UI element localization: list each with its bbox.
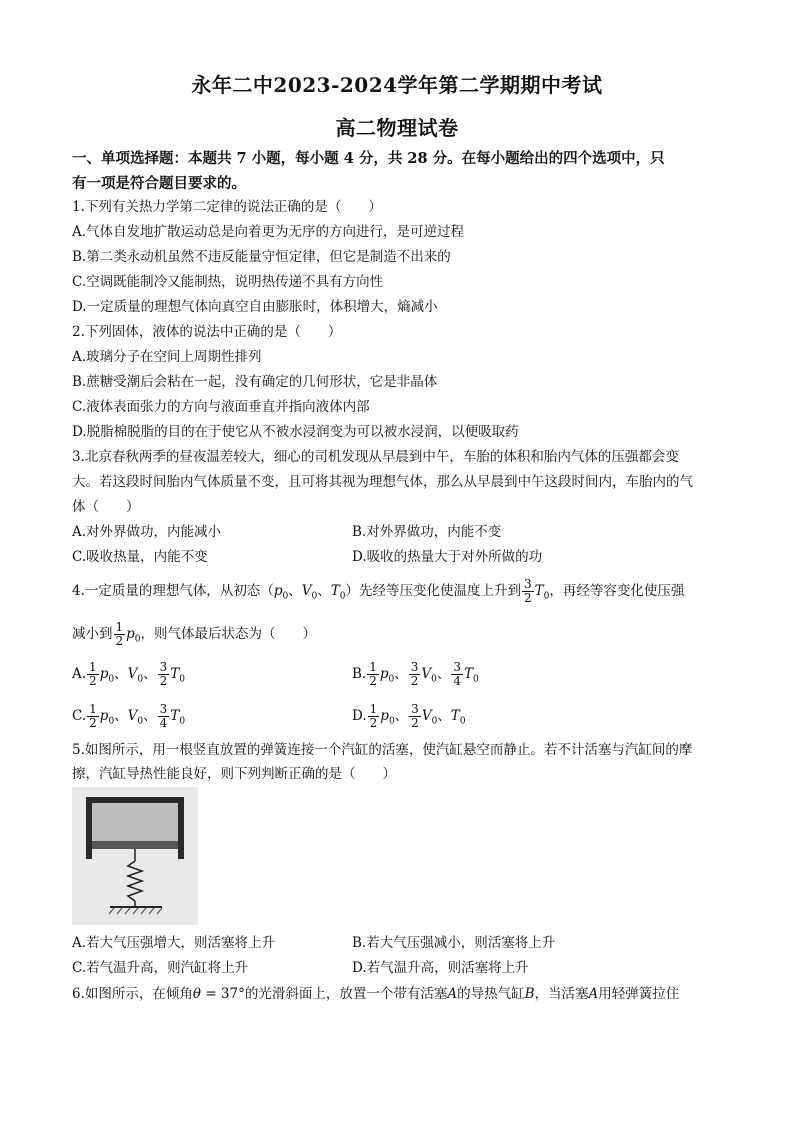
fraction-1-2: $\frac{1}{2}$ xyxy=(115,620,124,648)
section-heading-line1: 一、单项选择题：本题共 7 小题，每小题 4 分，共 28 分。在每小题给出的四个选项中，只 xyxy=(72,150,665,167)
fraction-3-2: $\frac{3}{2}$ xyxy=(524,577,532,605)
q5-option-a: A.若大气压强增大，则活塞将上升 xyxy=(72,935,276,951)
q4-option-c: C. $\frac{1}{2}$ $p_0$、$V_0$、 $\frac{3}{4}$ $T_0$ xyxy=(72,702,186,730)
q5-stem-line2: 擦，汽缸导热性能良好，则下列判断正确的是（ ） xyxy=(72,766,396,782)
q3-option-b: B.对外界做功，内能不变 xyxy=(352,524,502,540)
cylinder-left-wall xyxy=(86,797,92,859)
q4-option-d: D. $\frac{1}{2}$ $p_0$、 $\frac{3}{2}$ $V_0$、$T_0$ xyxy=(352,702,466,730)
q5-option-b: B.若大气压强减小，则活塞将上升 xyxy=(352,935,556,951)
spring xyxy=(128,861,142,901)
q4-stem-line2: 减小到 $\frac{1}{2}$ $p_0$，则气体最后状态为（ ） xyxy=(72,620,317,648)
q1-option-c: C.空调既能制冷又能制热，说明热传递不具有方向性 xyxy=(72,274,384,290)
q5-option-c: C.若气温升高，则汽缸将上升 xyxy=(72,960,249,976)
piston xyxy=(92,841,178,849)
q2-option-b: B.蔗糖受潮后会粘在一起，没有确定的几何形状，它是非晶体 xyxy=(72,374,438,390)
section-heading-line2: 有一项是符合题目要求的。 xyxy=(72,175,246,192)
q2-option-c: C.液体表面张力的方向与液面垂直并指向液体内部 xyxy=(72,399,370,415)
gas-region xyxy=(92,803,178,843)
q4-option-a: A. $\frac{1}{2}$ $p_0$、$V_0$、 $\frac{3}{2}$ $T_0$ xyxy=(72,660,185,688)
q3-option-a: A.对外界做功，内能减小 xyxy=(72,524,222,540)
q1-option-d: D.一定质量的理想气体向真空自由膨胀时，体积增大，熵减小 xyxy=(72,299,438,315)
q3-option-d: D.吸收的热量大于对外所做的功 xyxy=(352,549,543,565)
q1-option-b: B.第二类永动机虽然不违反能量守恒定律，但它是制造不出来的 xyxy=(72,249,451,265)
q1-option-a: A.气体自发地扩散运动总是向着更为无序的方向进行，是可逆过程 xyxy=(72,224,465,240)
q1-stem: 1.下列有关热力学第二定律的说法正确的是（ ） xyxy=(72,199,382,215)
q4-stem-line1: 4.一定质量的理想气体，从初态（$p_0$、$V_0$、$T_0$）先经等压变化使温度上升到 $\frac{3}{2}$ $T_0$，再经等容变化使压强 xyxy=(72,577,685,605)
q2-stem: 2.下列固体，液体的说法中正确的是（ ） xyxy=(72,324,342,340)
q3-stem-line2: 大。若这段时间胎内气体质量不变，且可将其视为理想气体，那么从早晨到中午这段时间内，车胎内的气 xyxy=(72,474,693,490)
q3-stem-line3: 体（ ） xyxy=(72,499,140,515)
q6-stem-line1: 6.如图所示，在倾角θ = 37°的光滑斜面上，放置一个带有活塞A的导热气缸B，当活塞A用轻弹簧拉住 xyxy=(72,986,680,1002)
q2-option-d: D.脱脂棉脱脂的目的在于使它从不被水浸润变为可以被水浸润，以便吸取药 xyxy=(72,424,519,440)
q5-option-d: D.若气温升高，则活塞将上升 xyxy=(352,960,529,976)
exam-title: 永年二中2023-2024学年第二学期期中考试 xyxy=(191,73,603,97)
q2-option-a: A.玻璃分子在空间上周期性排列 xyxy=(72,349,262,365)
cylinder-top-wall xyxy=(86,797,184,803)
cylinder-spring-figure xyxy=(72,787,198,925)
q4-option-b: B. $\frac{1}{2}$ $p_0$、 $\frac{3}{2}$ $V_0$、 $\frac{3}{4}$ $T_0$ xyxy=(352,660,479,688)
q3-option-c: C.吸收热量，内能不变 xyxy=(72,549,208,565)
q5-stem-line1: 5.如图所示，用一根竖直放置的弹簧连接一个汽缸的活塞，使汽缸悬空而静止。若不计活塞与汽缸间的摩 xyxy=(72,742,693,758)
cylinder-right-wall xyxy=(178,797,184,859)
q3-stem-line1: 3.北京春秋两季的昼夜温差较大，细心的司机发现从早晨到中午，车胎的体积和胎内气体的压强都会变 xyxy=(72,449,679,465)
exam-subtitle: 高二物理试卷 xyxy=(335,116,459,140)
